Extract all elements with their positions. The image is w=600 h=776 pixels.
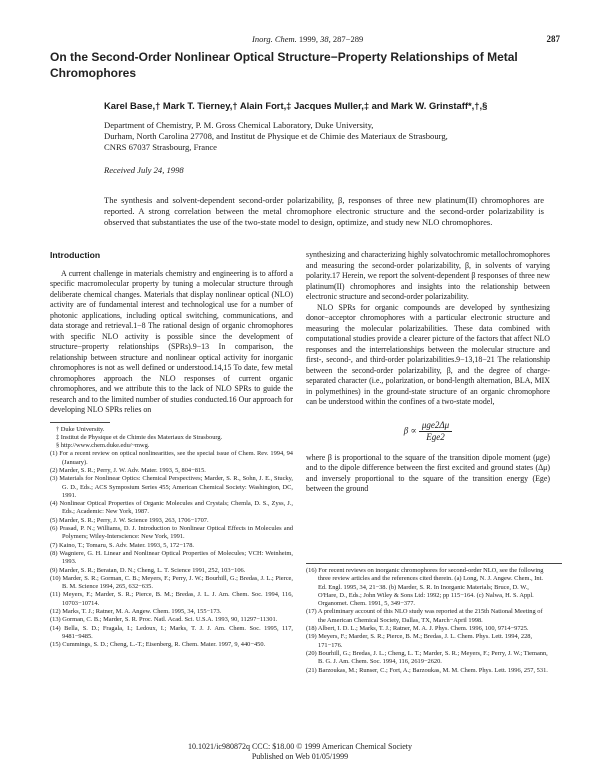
affiliation [104,120,524,154]
footnote: (15) Cummings, S. D.; Cheng, L.-T.; Eisenberg, R. Chem. Mater. 1997, 9, 440−450. [50,641,266,649]
section-heading: Introduction [50,250,101,260]
footnote: (8) Wagniere, G. H. Linear and Nonlinear Optical Properties of Molecules; VCH: Weinheim, 1993. [50,549,293,566]
footnotes [50,426,293,650]
left-column [50,250,293,650]
paper-title: On the Second-Order Nonlinear Optical Structure−Property Relationships of Metal Chromophores [50,50,518,80]
footnote: § http://www.chem.duke.edu/~mwg. [56,442,150,450]
body-paragraph: A current challenge in materials chemistry and engineering is to afford a specific macromolecular property by tuning a molecular structure through deliberate chemical changes. Materials that display nonlinear optical (NLO) activity are of fundamental interest and technological use for a number of photonic applications, including optical switching, communications, and data storage and retrieval.1−8 The rational design of organic chromophores with specific NLO activity is possible since the development of structure−property relationships (SPRs).9−13 In comparison, the relationship between structure and nonlinear optical activity for inorganic chromophores is not as well defined or understood.14,15 To date, few metal chromophores approach the NLO responses of current organic chromophores, and we attribute this to the lack of NLO SPRs to guide the research and to the limited number of studies conducted.16 Our approach for developing NLO SPRs relies on [50,268,293,414]
footnote: (18) Albert, I. D. L.; Marks, T. J.; Ratner, M. A. J. Phys. Chem. 1996, 100, 9714−9725. [306,625,529,633]
right-column [306,250,550,495]
footnote: (9) Marder, S. R.; Beratan, D. N.; Cheng, L. T. Science 1991, 252, 103−106. [50,566,246,574]
body-paragraph: synthesizing and characterizing highly solvatochromic metallochromophores and measuring the second-order polarizability, β, in solvents of varying polarity.17 Herein, we report the solvent-dependent β responses of three new platinum(II) chromophores and insights into the relationship between electronic structure and second-order polarizability. [306,250,550,301]
footnote: (20) Bourhill, G.; Bredas, J. L.; Cheng, L. T.; Marder, S. R.; Meyers, F.; Perry, J. W.; Tiemann, B. G. J. Am. Chem. Soc. 1994, 116, 2619−2620. [306,649,548,666]
footnote: (21) Barzoukas, M.; Runser, C.; Fort, A.; Barzoukas, M. M. Chem. Phys. Lett. 1996, 257, 531. [306,666,548,674]
author-list: Karel Base,† Mark T. Tierney,† Alain Fort,‡ Jacques Muller,‡ and Mark W. Grinstaff*,†,§ [104,100,488,111]
journal-pages: 287−289 [332,34,364,44]
footnote-divider [306,563,562,564]
footnote: (13) Gorman, C. B.; Marder, S. R. Proc. Natl. Acad. Sci. U.S.A. 1993, 90, 11297−11301. [50,616,278,624]
page-number: 287 [546,34,560,44]
body-paragraph: where β is proportional to the square of the transition dipole moment (μge) and to the dipole difference between the first excited and ground states (Δμ) and inversely proportional to the square of the transition energy (Ege) between the ground [306,452,550,493]
equation-numerator: μge2Δμ [419,420,452,432]
equation-denominator: Ege2 [426,431,445,442]
affiliation-line: Department of Chemistry, P. M. Gross Chemical Laboratory, Duke University, [104,120,374,130]
footnote: (3) Materials for Nonlinear Optics: Chemical Perspectives; Marder, S. R., Sohn, J. E., Stucky, G. D., Eds.; ACS Symposium Series 455; American Chemical Society: Washington, DC, 1991. [50,475,293,499]
footnote: ‡ Institut de Physique et de Chimie des Materiaux de Strasbourg. [56,433,223,441]
journal-citation [252,34,363,44]
body-paragraph: NLO SPRs for organic compounds are developed by synthesizing donor−acceptor chromophores with a particular electronic structure and measuring the molecular polarizabilities. These data combined with computational studies provide a clearer picture of the factors that affect NLO responses and the interrelationships between the molecular structure and first-, second-, and third-order polarizabilities.9−13,18−21 The relationship between the second-order polarizability, β, and the degree of charge-separated character (i.e., polarization, or bond-length alternation, BLA, MIX in polymethines) in the ground-state structure of an organic chromophore can be understood within the confines of a two-state model, [306,302,550,406]
footnote: (2) Marder, S. R.; Perry, J. W. Adv. Mater. 1993, 5, 804−815. [50,466,206,474]
footnote: (5) Marder, S. R.; Perry, J. W. Science 1993, 263, 1706−1707. [50,516,209,524]
journal-name: Inorg. Chem. [252,34,297,44]
footnote: (12) Marks, T. J.; Ratner, M. A. Angew. Chem. 1995, 34, 155−173. [50,608,222,616]
publication-date: Published on Web 01/05/1999 [251,752,349,761]
affiliation-line: CNRS 67037 Strasbourg, France [104,142,217,153]
footnote: (17) A preliminary account of this NLO study was reported at the 215th National Meeting of the American Chemical Society, Dallas, TX, March−April 1998. [306,608,543,624]
footnote: (10) Marder, S. R.; Gorman, C. B.; Meyers, F.; Perry, J. W.; Bourhill, G.; Bredas, J. L.; Pierce, B. M. Science 1994, 265, 632−635. [50,574,293,591]
doi-line: 10.1021/ic980872q CCC: $18.00 © 1999 American Chemical Society [187,742,413,751]
page-footer [0,742,600,762]
footnote: (1) For a recent review on optical nonlinearities, see the special issue of Chem. Rev. 1994, 94 (January). [50,450,293,466]
footnote: (6) Prasad, P. N.; Williams, D. J. Introduction to Nonlinear Optical Effects in Molecules and Polymers; Wiley-Interscience: New York, 1991. [50,525,293,541]
footnote-divider [50,422,110,423]
affiliation-line: Durham, North Carolina 27708, and Institut de Physique et de Chimie des Materiaux de Strasbourg, [104,131,448,142]
footnote: (16) For recent reviews on inorganic chromophores for second-order NLO, see the following three review articles and the references cited therein. (a) Long, N. J. Angew. Chem., Int. Ed. Engl. 1995, 34, 21−38. (b) Marder, S. R. In Inorganic Materials; Bruce, D. W., O'Hare, D., Eds.; John Wiley & Sons Ltd: 1992; pp 115−164. (c) Nalwa, H. S. Appl. Organomet. Chem. 1991, 5, 349−377. [306,567,544,608]
equation-fraction [419,420,452,443]
equation-lhs: β ∝ [403,425,417,436]
abstract: The synthesis and solvent-dependent second-order polarizability, β, responses of three new platinum(II) chromophores are reported. A strong correlation between the metal chromophore electronic structure and the second-order polarizability is observed that substantiates the use of the two-state model to design, optimize, and study new NLO chromophores. [104,195,544,228]
footnote: (4) Nonlinear Optical Properties of Organic Molecules and Crystals; Chemla, D. S., Zyss, J., Eds.; Academic: New York, 1987. [50,500,293,516]
footnote: (7) Kaino, T.; Tomaru, S. Adv. Mater. 1993, 5, 172−178. [50,541,195,549]
received-date: Received July 24, 1998 [104,165,184,175]
journal-year: 1999, [298,34,319,44]
footnote: (19) Meyers, F.; Marder, S. R.; Pierce, B. M.; Bredas, J. L. Chem. Phys. Lett. 1994, 228, 171−176. [306,633,533,649]
right-footnotes [306,563,550,675]
footnote: (14) Bella, S. D.; Fragala, I.; Ledoux, I.; Marks, T. J. J. Am. Chem. Soc. 1995, 117, 9481−9485. [50,624,293,640]
footnote: † Duke University. [56,425,105,433]
equation [306,420,550,443]
journal-volume: 38, [320,34,331,44]
footnote: (11) Meyers, F.; Marder, S. R.; Pierce, B. M.; Bredas, J. L. J. Am. Chem. Soc. 1994, 116, 10703−10714. [50,591,293,607]
